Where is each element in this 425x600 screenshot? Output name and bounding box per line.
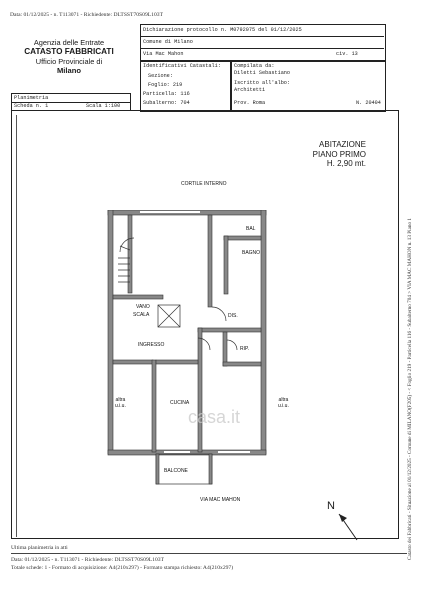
uiu-label: u.i.u.	[278, 403, 289, 409]
agency-name: Agenzia delle Entrate	[33, 38, 105, 47]
watermark: casa.it	[188, 407, 241, 427]
frame-edge	[11, 115, 17, 537]
office-city: Milano	[56, 66, 82, 75]
foglio-field: Foglio: 219	[148, 82, 183, 88]
sezione-field: Sezione:	[148, 73, 173, 79]
courtyard-label: CORTILE INTERNO	[181, 181, 227, 187]
sheet-label: Planimetria	[14, 95, 49, 101]
north-label: N	[327, 500, 335, 512]
compiler-title: Compilata da:	[234, 63, 275, 69]
office-label: Ufficio Provinciale di	[35, 57, 103, 66]
top-stamp: Data: 01/12/2025 - n. T113071 - Richiedente: DLTSST70S09L103T	[10, 12, 163, 18]
street-label: VIA MAC MAHON	[200, 497, 241, 503]
wall-bath-top	[224, 236, 261, 240]
wall-kitchen-top	[113, 295, 163, 299]
balcony-wall	[156, 454, 159, 484]
wall-ingresso-bottom	[113, 360, 153, 364]
registered-label: Iscritto all'albo:	[234, 80, 291, 86]
last-plan-note: Ultima planimetria in atti	[11, 545, 68, 551]
registration-number: N. 20404	[356, 100, 381, 106]
catasto-title: CATASTO FABBRICATI	[24, 47, 114, 56]
scale: Scala 1:100	[86, 103, 121, 109]
identifiers-title: Identificativi Catastali:	[143, 63, 221, 69]
room-balcone: BALCONE	[164, 468, 188, 474]
room-bagno: BAGNO	[242, 250, 261, 256]
floor-plan	[100, 210, 300, 500]
profession: Architetti	[234, 87, 266, 93]
room-ingresso: INGRESSO	[138, 342, 165, 348]
scheda-number: Scheda n. 1	[14, 103, 49, 109]
plan-title-line1: ABITAZIONE	[319, 140, 366, 149]
room-cucina: CUCINA	[170, 400, 190, 406]
protocol-text: Dichiarazione protocollo n. M0792075 del 01/12/2025	[143, 27, 302, 33]
agency-block	[18, 38, 120, 76]
wall-mid-v	[198, 328, 202, 452]
balcony-wall	[209, 454, 212, 484]
footer-line2: Totale schede: 1 - Formato di acquisizione: A4(210x297) - Formato stampa richiesto: A4(210x297)	[11, 565, 234, 571]
address-text: Via Mac Mahon	[143, 51, 184, 57]
stair-wall	[128, 215, 132, 293]
door-swing	[212, 307, 226, 321]
outer-wall-right	[261, 210, 266, 454]
room-dis: DIS.	[228, 313, 238, 319]
plan-title-line2: PIANO PRIMO	[312, 149, 366, 159]
wall-rip-bottom	[223, 362, 261, 366]
wall-cucina-left	[152, 360, 156, 452]
room-scala: SCALA	[133, 312, 150, 318]
altra-label: altra	[115, 397, 126, 403]
room-rip: RIP.	[240, 346, 250, 352]
wall-dis-bottom	[198, 328, 261, 332]
plan-title-line3: H. 2,90 mt.	[326, 159, 366, 168]
outer-wall-left	[108, 210, 113, 454]
elevator-cross	[158, 305, 180, 327]
footer-divider	[11, 553, 407, 554]
altra-uiu-right	[278, 397, 289, 409]
door-swing	[227, 340, 237, 350]
altra-uiu-left	[115, 397, 126, 409]
wall-lower-h	[156, 360, 198, 364]
declaration-header	[140, 24, 386, 110]
footer-line1: Data: 01/12/2025 - n. T113071 - Richiedente: DLTSST70S09L103T	[11, 557, 164, 563]
subalterno-field: Subalterno: 704	[143, 100, 190, 106]
compiler-name: Diletti Sebastiano	[234, 70, 291, 76]
divider	[140, 36, 384, 37]
side-cadastral-text: Catasto dei Fabbricati - Situazione al 01/12/2025 - Comune di MILANO(F205) - < Foglio 219 - Particella 116 - Subalterno 704 > VIA MAC MAHON n. 13 Piano 1	[407, 218, 413, 560]
plan-title	[286, 140, 366, 169]
uiu-label: u.i.u.	[115, 403, 126, 409]
sheet-info-box	[11, 93, 131, 111]
wall-center-v	[208, 215, 212, 307]
comune-text: Comune di Milano	[143, 39, 193, 45]
room-bal: BAL	[246, 226, 256, 232]
north-arrow-icon	[337, 512, 361, 542]
wall-bath-left	[224, 236, 228, 294]
room-vano: VANO	[136, 304, 150, 310]
particella-field: Particella: 116	[143, 91, 190, 97]
wall-rip-left	[223, 332, 227, 366]
province: Prov. Roma	[234, 100, 266, 106]
altra-label: altra	[278, 397, 289, 403]
civic-number: civ. 13	[336, 51, 358, 57]
divider	[140, 48, 384, 49]
